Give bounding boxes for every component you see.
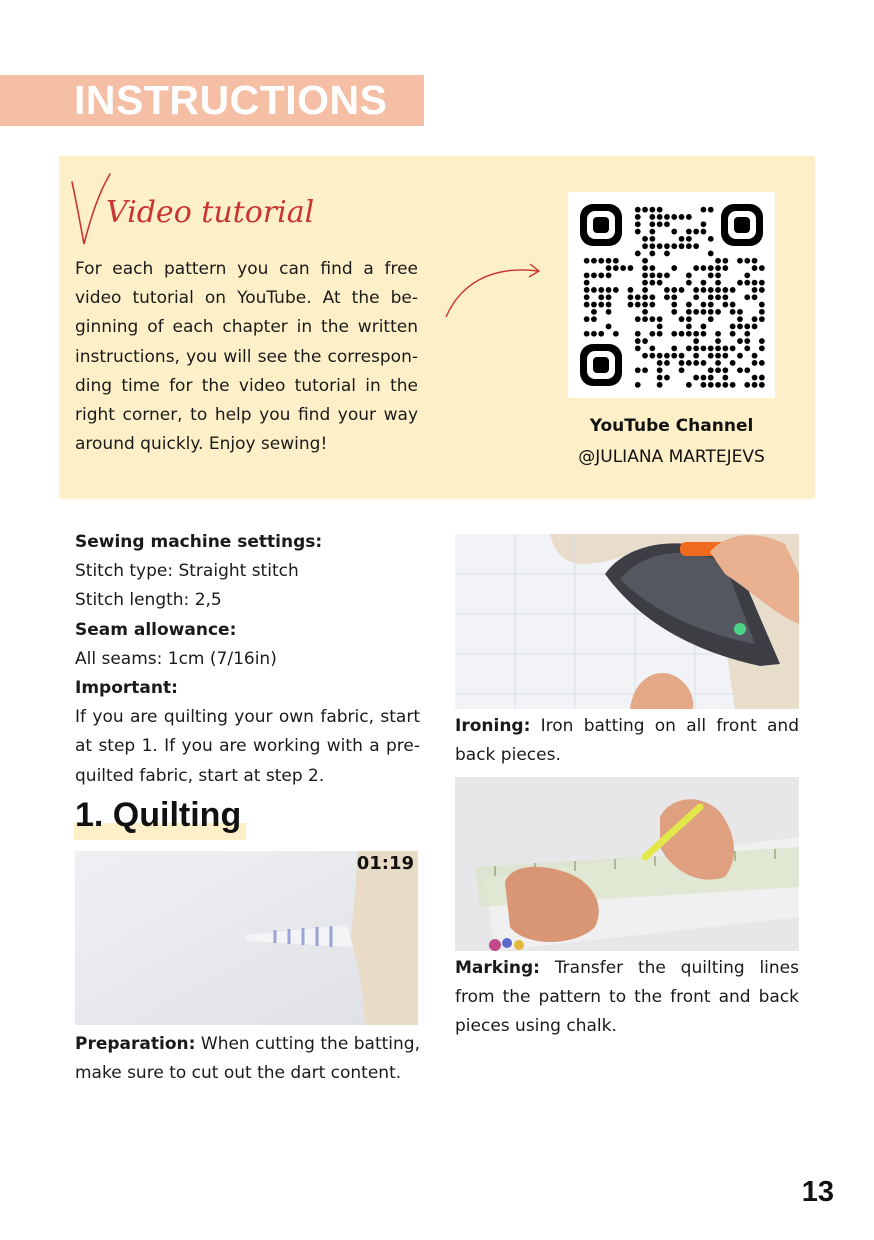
seam-allowance-value: All seams: 1cm (7/16in) <box>75 648 277 669</box>
settings-heading: Sewing machine settings: <box>75 532 323 552</box>
important-heading: Important: <box>75 678 178 699</box>
marking-label: Marking: <box>455 958 540 978</box>
curved-arrow-icon <box>440 255 550 325</box>
page-title: INSTRUCTIONS <box>74 77 388 123</box>
important-text: If you are quilting your own fabric, start at step 1. If you are working with a pre-quilted fabric, start at step 2. <box>75 707 420 786</box>
preparation-caption <box>75 1030 420 1088</box>
qr-finder-top-left <box>580 204 622 246</box>
seam-allowance-heading: Seam allowance: <box>75 619 237 640</box>
youtube-channel-label: YouTube Channel <box>589 416 754 436</box>
ironing-label: Ironing: <box>455 716 531 736</box>
ironing-photo <box>455 534 799 709</box>
preparation-text: When cutting the batting, make sure to cut out the dart content. <box>75 1034 420 1084</box>
qr-code-icon <box>578 202 765 388</box>
marking-illustration <box>455 777 799 951</box>
preparation-label: Preparation: <box>75 1034 196 1054</box>
qr-finder-bottom-left <box>580 344 622 386</box>
preparation-photo <box>75 851 418 1025</box>
marking-text: Transfer the quilting lines from the pattern to the front and back pieces using chalk. <box>455 958 799 1037</box>
stitch-type: Stitch type: Straight stitch <box>75 561 299 582</box>
video-description: For each pattern you can find a free video tutorial on YouTube. At the be-ginning of each chapter in the written instructions, you will see the correspon-ding time for the video tutorial in the right corner, to help you find your way around quickly. Enjoy sewing! <box>75 259 418 455</box>
marking-photo <box>455 777 799 951</box>
step-title: 1. Quilting <box>75 796 242 834</box>
machine-settings <box>75 528 420 791</box>
ironing-text: Iron batting on all front and back pieces. <box>455 716 799 766</box>
video-timestamp: 01:19 <box>356 853 414 874</box>
video-tutorial-script-title <box>66 160 326 250</box>
qr-finder-top-right <box>721 204 763 246</box>
ironing-illustration <box>455 534 799 709</box>
ironing-caption <box>455 712 799 770</box>
youtube-channel-handle[interactable]: @JULIANA MARTEJEVS <box>578 447 765 467</box>
page-number: 13 <box>801 1176 834 1208</box>
qr-code[interactable] <box>568 192 775 398</box>
stitch-length: Stitch length: 2,5 <box>75 590 222 611</box>
marking-caption <box>455 954 799 1042</box>
batting-illustration <box>75 851 418 1025</box>
script-title-text: Video tutorial <box>106 195 315 230</box>
